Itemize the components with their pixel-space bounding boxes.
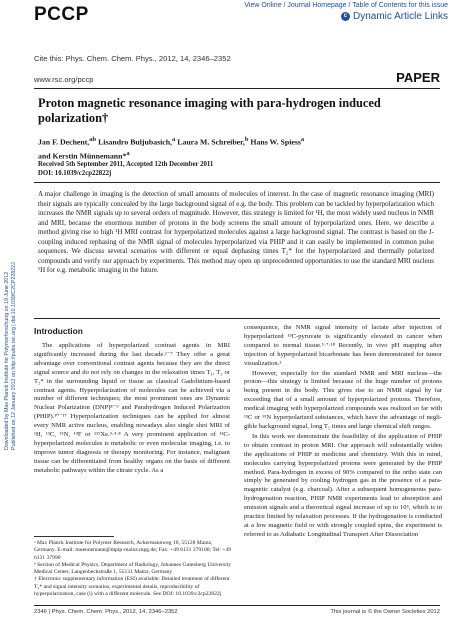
- abstract: A major challenge in imaging is the detection of small amounts of molecules of interest. In the case of magnetic resonance imaging (MRI) their signals are typically concealed by the large background signal of e.g. the body. This problem can be tackled by hyperpolarization which increases the NMR signals up to several orders of magnitude. However, this strategy is limited for ¹H, the most widely used nucleus in NMR and MRI, because the enormous number of protons in the body screens the small amount of hyperpolarized ones. Here, we describe a method giving rise to high ¹H MRI contrast for hyperpolarized molecules against a large background signal. The contrast is based on the J-coupling induced rephasing of the NMR signal of molecules hyperpolarized via PHIP and it can easily be implemented in common pulse sequences. We discuss several scenarios with different or equal dephasing times T₂* for the hyperpolarized and thermally polarized compounds and verify our approach by experiments. This method may open up unprecedented opportunities to use the standard MRI nucleus ¹H for e.g. metabolic imaging in the future.: [38, 190, 434, 274]
- left-column: [34, 326, 230, 476]
- footnote-b: ᵇ Section of Medical Physics, Department of Radiology, Johannes Gutenberg University Medical Center, Langenbeckstraße 1, 55131 Mainz, Germany: [34, 561, 232, 576]
- journal-logo: PCCP: [34, 4, 89, 25]
- footer-right: This journal is © the Owner Societies 2012: [330, 609, 440, 615]
- sidebar-line-1: Downloaded by Max Planck Institute for Polymerforschung on 19 June 2012: [4, 271, 10, 450]
- right-paragraph-2: However, especially for the standard NMR and MRI nucleus—the proton—this strategy is limited because of the huge number of protons being present in the body. This gives rise to an NMR signal by far exceeding that of a small amount of hyperpolarized protons. Therefore, medical imaging with hyperpolarized compounds was realized so far with ¹³C or ¹⁵N hyperpolarized substances, which have the advantage of negligible background signal, long T₁ times and large chemical shift ranges.: [244, 369, 442, 430]
- footnote-esi: † Electronic supplementary information (ESI) available: Detailed treatment of different T₂* and signal intensity scenarios, experimental details, reproducibility of hyperpolarization, case (i) with a different molecule. See DOI: 10.1039/c2cp22822j: [34, 576, 230, 598]
- article-title: Proton magnetic resonance imaging with para-hydrogen induced polarization†: [38, 96, 381, 125]
- footer-left: 2346 | Phys. Chem. Chem. Phys., 2012, 14, 2346–2352: [34, 609, 178, 615]
- abstract-end-rule: [34, 318, 440, 319]
- article-dates: [38, 160, 438, 178]
- dynamic-article-links-label[interactable]: Dynamic Article Links: [352, 11, 448, 22]
- sidebar-line-2: Published on 12 January 2012 on http://pubs.rsc.org | doi:10.1039/C2CP22822J: [11, 262, 17, 450]
- left-body: [34, 342, 230, 476]
- right-column: [244, 324, 442, 540]
- right-body: [244, 324, 442, 540]
- circle-c-icon: c: [341, 12, 350, 21]
- journal-url[interactable]: www.rsc.org/pccp: [34, 75, 94, 84]
- doi[interactable]: DOI: 10.1039/c2cp22822j: [38, 170, 112, 177]
- footer-rule: [34, 605, 440, 606]
- citation-line: Cite this: Phys. Chem. Chem. Phys., 2012, 14, 2346–2352: [34, 54, 231, 63]
- abstract-rule: [34, 182, 440, 183]
- received-accepted: Received 5th September 2011, Accepted 12th December 2011: [38, 161, 214, 168]
- section-heading: Introduction: [34, 326, 83, 336]
- footnotes: [34, 540, 232, 598]
- article-authors: Jan F. Dechent,$^{ab}$ Lisandro Buljubasich,$^a$ Laura M. Schreiber,$^b$ Hans W. Spiess$^a$ and Kerstin Münnemann*$^a$: [38, 136, 305, 161]
- header-rule: [34, 88, 440, 89]
- article-type: PAPER: [396, 70, 440, 85]
- download-sidebar: [4, 150, 18, 450]
- journal-links[interactable]: View Online / Journal Homepage / Table of Contents for this issue: [244, 2, 448, 9]
- dynamic-article-links[interactable]: [341, 11, 448, 22]
- footnote-rule: [34, 536, 114, 537]
- right-paragraph-3: In this work we demonstrate the feasibility of the application of PHIP to obtain contrast in proton MRI. Our approach will substantially widen the applications of PHIP in medicine and chemistry. With this in mind, molecules carrying hyperpolarized protons were generated by the PHIP method. Para-hydrogen in excess of 90% compared to the ortho state can simply be generated by cooling hydrogen gas in the presence of a paramagnetic catalyst (e.g. charcoal). After a subsequent homogeneous para-hydrogenation reaction, PHIP NMR experiments lead to absorption and emission signals and a theoretical signal increase of up to 10⁵, which is in practice limited by relaxation processes. If the hydrogenation is conducted at a low magnetic field or with strongly coupled spins, the experiment is referred to as Adiabatic Longitudinal Transport After Dissociation: [244, 432, 442, 538]
- intro-paragraph: The applications of hyperpolarized contrast agents in MRI significantly increased during the last decade.¹⁻⁷ They offer a great advantage over conventional contrast agents because they are the direct signal source and do not rely on changes in the relaxation times T₁, T₂ or T₂* in the surrounding liquid or tissue as classical Gadolinium-based contrast agents. Hyperpolarization of molecules can be achieved via a number of different techniques; the most prominent ones are Dynamic Nuclear Polarization (DNP)⁸⁻⁹ and Parahydrogen Induced Polarization (PHIP).¹⁰⁻¹⁷ Hyperpolarization techniques can be applied for almost every NMR active nucleus, enabling nowadays also single shot MRI of ¹H, ¹³C, ¹⁵N, ¹⁹F or ¹²⁹Xe.³·⁴·⁸ A very prominent application of ¹³C-hyperpolarized molecules is metabolic or even molecular imaging, i.e. to improve tumor diagnosis or therapy monitoring. For instance, malignant tissue can be differentiated from healthy organs on the basis of different metabolic pathways within the citrate cycle. As a: [34, 342, 230, 474]
- footnote-a: ᵃ Max Planck Institute for Polymer Research, Ackermannweg 10, 55128 Mainz, Germany. E-mail: muennemann@mpip-mainz.mpg.de; Fax: +49 6131 379100; Tel: +49 6131 37990: [34, 540, 232, 561]
- right-paragraph-1: consequence, the NMR signal intensity of lactate after injection of hyperpolarized ¹³C-pyruvate is significantly elevated in cancer when compared to normal tissue.⁵·⁷·¹⁸ Recently, in vivo pH mapping after injection of hyperpolarized bicarbonate has been demonstrated for tumor visualization.²: [244, 324, 442, 367]
